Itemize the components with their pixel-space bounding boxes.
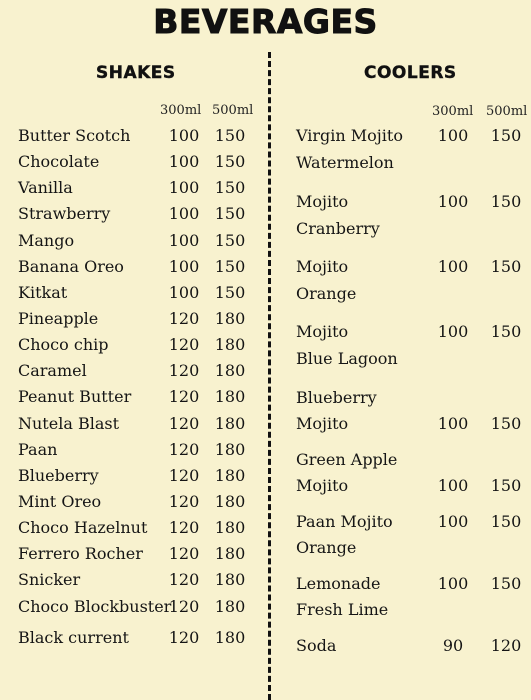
shake-row xyxy=(0,594,265,620)
shakes-col-300ml: 300ml xyxy=(160,103,202,118)
shake-name: Choco Hazelnut xyxy=(18,518,148,537)
shake-row xyxy=(0,123,265,149)
shake-price-300ml: 120 xyxy=(168,628,200,647)
shake-price-300ml: 120 xyxy=(168,492,200,511)
cooler-price-300ml: 100 xyxy=(437,512,469,531)
coolers-col-500ml: 500ml xyxy=(486,104,528,119)
shake-price-300ml: 120 xyxy=(168,518,200,537)
cooler-name-line2: Mojito xyxy=(296,476,349,495)
cooler-price-500ml: 150 xyxy=(490,476,522,495)
shake-price-500ml: 150 xyxy=(214,152,246,171)
cooler-name-line1: Paan Mojito xyxy=(296,512,393,531)
shake-price-500ml: 180 xyxy=(214,570,246,589)
cooler-price-500ml: 150 xyxy=(490,322,522,341)
coolers-col-300ml: 300ml xyxy=(432,104,474,119)
shake-price-300ml: 120 xyxy=(168,570,200,589)
shake-name: Banana Oreo xyxy=(18,257,124,276)
cooler-name-line2: Orange xyxy=(296,538,357,557)
shake-name: Choco chip xyxy=(18,335,109,354)
cooler-name-line1: Virgin Mojito xyxy=(296,126,403,145)
shake-price-300ml: 100 xyxy=(168,178,200,197)
shake-row xyxy=(0,254,265,280)
shake-name: Mango xyxy=(18,231,75,250)
cooler-name-line1: Lemonade xyxy=(296,574,381,593)
cooler-name-line1: Green Apple xyxy=(296,450,398,469)
shake-price-500ml: 180 xyxy=(214,466,246,485)
shake-price-300ml: 100 xyxy=(168,152,200,171)
shake-price-500ml: 180 xyxy=(214,597,246,616)
cooler-price-300ml: 100 xyxy=(437,476,469,495)
shake-row xyxy=(0,332,265,358)
shake-row xyxy=(0,437,265,463)
shake-row xyxy=(0,489,265,515)
shake-row xyxy=(0,358,265,384)
shake-price-300ml: 120 xyxy=(168,440,200,459)
cooler-price-300ml: 100 xyxy=(437,192,469,211)
cooler-price-300ml: 100 xyxy=(437,414,469,433)
shake-price-500ml: 150 xyxy=(214,126,246,145)
shake-row xyxy=(0,515,265,541)
shake-price-300ml: 120 xyxy=(168,335,200,354)
cooler-name-line2: Cranberry xyxy=(296,219,380,238)
shake-name: Caramel xyxy=(18,361,87,380)
cooler-price-300ml: 100 xyxy=(437,322,469,341)
shake-name: Strawberry xyxy=(18,204,111,223)
shake-price-300ml: 120 xyxy=(168,361,200,380)
shake-row xyxy=(0,541,265,567)
cooler-price-500ml: 150 xyxy=(490,192,522,211)
coolers-heading: COOLERS xyxy=(364,63,457,83)
cooler-price-300ml: 100 xyxy=(437,574,469,593)
shake-price-300ml: 100 xyxy=(168,231,200,250)
shake-name: Ferrero Rocher xyxy=(18,544,143,563)
shake-row xyxy=(0,411,265,437)
cooler-price-300ml: 100 xyxy=(437,257,469,276)
shake-price-500ml: 180 xyxy=(214,544,246,563)
shake-name: Blueberry xyxy=(18,466,99,485)
shake-price-300ml: 100 xyxy=(168,204,200,223)
shake-price-300ml: 120 xyxy=(168,544,200,563)
shake-price-300ml: 120 xyxy=(168,387,200,406)
shake-row xyxy=(0,201,265,227)
shake-row xyxy=(0,384,265,410)
shake-price-500ml: 150 xyxy=(214,231,246,250)
cooler-name-line2: Orange xyxy=(296,284,357,303)
shake-price-500ml: 180 xyxy=(214,492,246,511)
cooler-price-500ml: 150 xyxy=(490,126,522,145)
shake-price-300ml: 100 xyxy=(168,257,200,276)
shake-price-500ml: 180 xyxy=(214,414,246,433)
cooler-price-500ml: 150 xyxy=(490,512,522,531)
shakes-heading: SHAKES xyxy=(96,63,176,83)
cooler-name-line1: Blueberry xyxy=(296,388,377,407)
shake-price-300ml: 120 xyxy=(168,414,200,433)
shake-price-500ml: 180 xyxy=(214,440,246,459)
shake-price-500ml: 180 xyxy=(214,628,246,647)
shake-row xyxy=(0,306,265,332)
cooler-price-500ml: 150 xyxy=(490,574,522,593)
cooler-name-line1: Soda xyxy=(296,636,337,655)
cooler-name-line1: Mojito xyxy=(296,192,349,211)
shake-name: Pineapple xyxy=(18,309,99,328)
shake-name: Black current xyxy=(18,628,129,647)
cooler-name-line2: Watermelon xyxy=(296,153,394,172)
shake-row xyxy=(0,228,265,254)
shake-price-300ml: 120 xyxy=(168,597,200,616)
shake-name: Peanut Butter xyxy=(18,387,132,406)
cooler-price-300ml: 100 xyxy=(437,126,469,145)
shake-price-500ml: 180 xyxy=(214,335,246,354)
shake-row xyxy=(0,463,265,489)
shake-price-500ml: 150 xyxy=(214,178,246,197)
shake-name: Vanilla xyxy=(18,178,73,197)
shake-name: Kitkat xyxy=(18,283,68,302)
shake-name: Paan xyxy=(18,440,58,459)
shake-name: Nutela Blast xyxy=(18,414,119,433)
cooler-name-line2: Blue Lagoon xyxy=(296,349,398,368)
page-title: BEVERAGES xyxy=(153,2,378,41)
cooler-price-500ml: 150 xyxy=(490,257,522,276)
cooler-price-300ml: 90 xyxy=(442,636,464,655)
shakes-col-500ml: 500ml xyxy=(212,103,254,118)
shake-name: Chocolate xyxy=(18,152,100,171)
cooler-name-line1: Mojito xyxy=(296,257,349,276)
cooler-price-500ml: 150 xyxy=(490,414,522,433)
shake-name: Snicker xyxy=(18,570,81,589)
shake-row xyxy=(0,149,265,175)
cooler-name-line1: Mojito xyxy=(296,322,349,341)
shake-price-500ml: 150 xyxy=(214,283,246,302)
shake-price-500ml: 150 xyxy=(214,204,246,223)
cooler-name-line2: Fresh Lime xyxy=(296,600,389,619)
shake-row xyxy=(0,175,265,201)
shake-price-300ml: 100 xyxy=(168,283,200,302)
shake-name: Choco Blockbuster xyxy=(18,597,172,616)
shake-price-300ml: 120 xyxy=(168,309,200,328)
column-divider xyxy=(268,52,271,700)
shake-price-500ml: 150 xyxy=(214,257,246,276)
shake-price-500ml: 180 xyxy=(214,387,246,406)
shake-price-500ml: 180 xyxy=(214,309,246,328)
shake-price-500ml: 180 xyxy=(214,518,246,537)
shake-name: Butter Scotch xyxy=(18,126,131,145)
shake-row xyxy=(0,625,265,651)
shake-name: Mint Oreo xyxy=(18,492,102,511)
shake-row xyxy=(0,280,265,306)
shake-price-300ml: 100 xyxy=(168,126,200,145)
shake-row xyxy=(0,567,265,593)
cooler-price-500ml: 120 xyxy=(490,636,522,655)
shake-price-300ml: 120 xyxy=(168,466,200,485)
shake-price-500ml: 180 xyxy=(214,361,246,380)
cooler-name-line2: Mojito xyxy=(296,414,349,433)
